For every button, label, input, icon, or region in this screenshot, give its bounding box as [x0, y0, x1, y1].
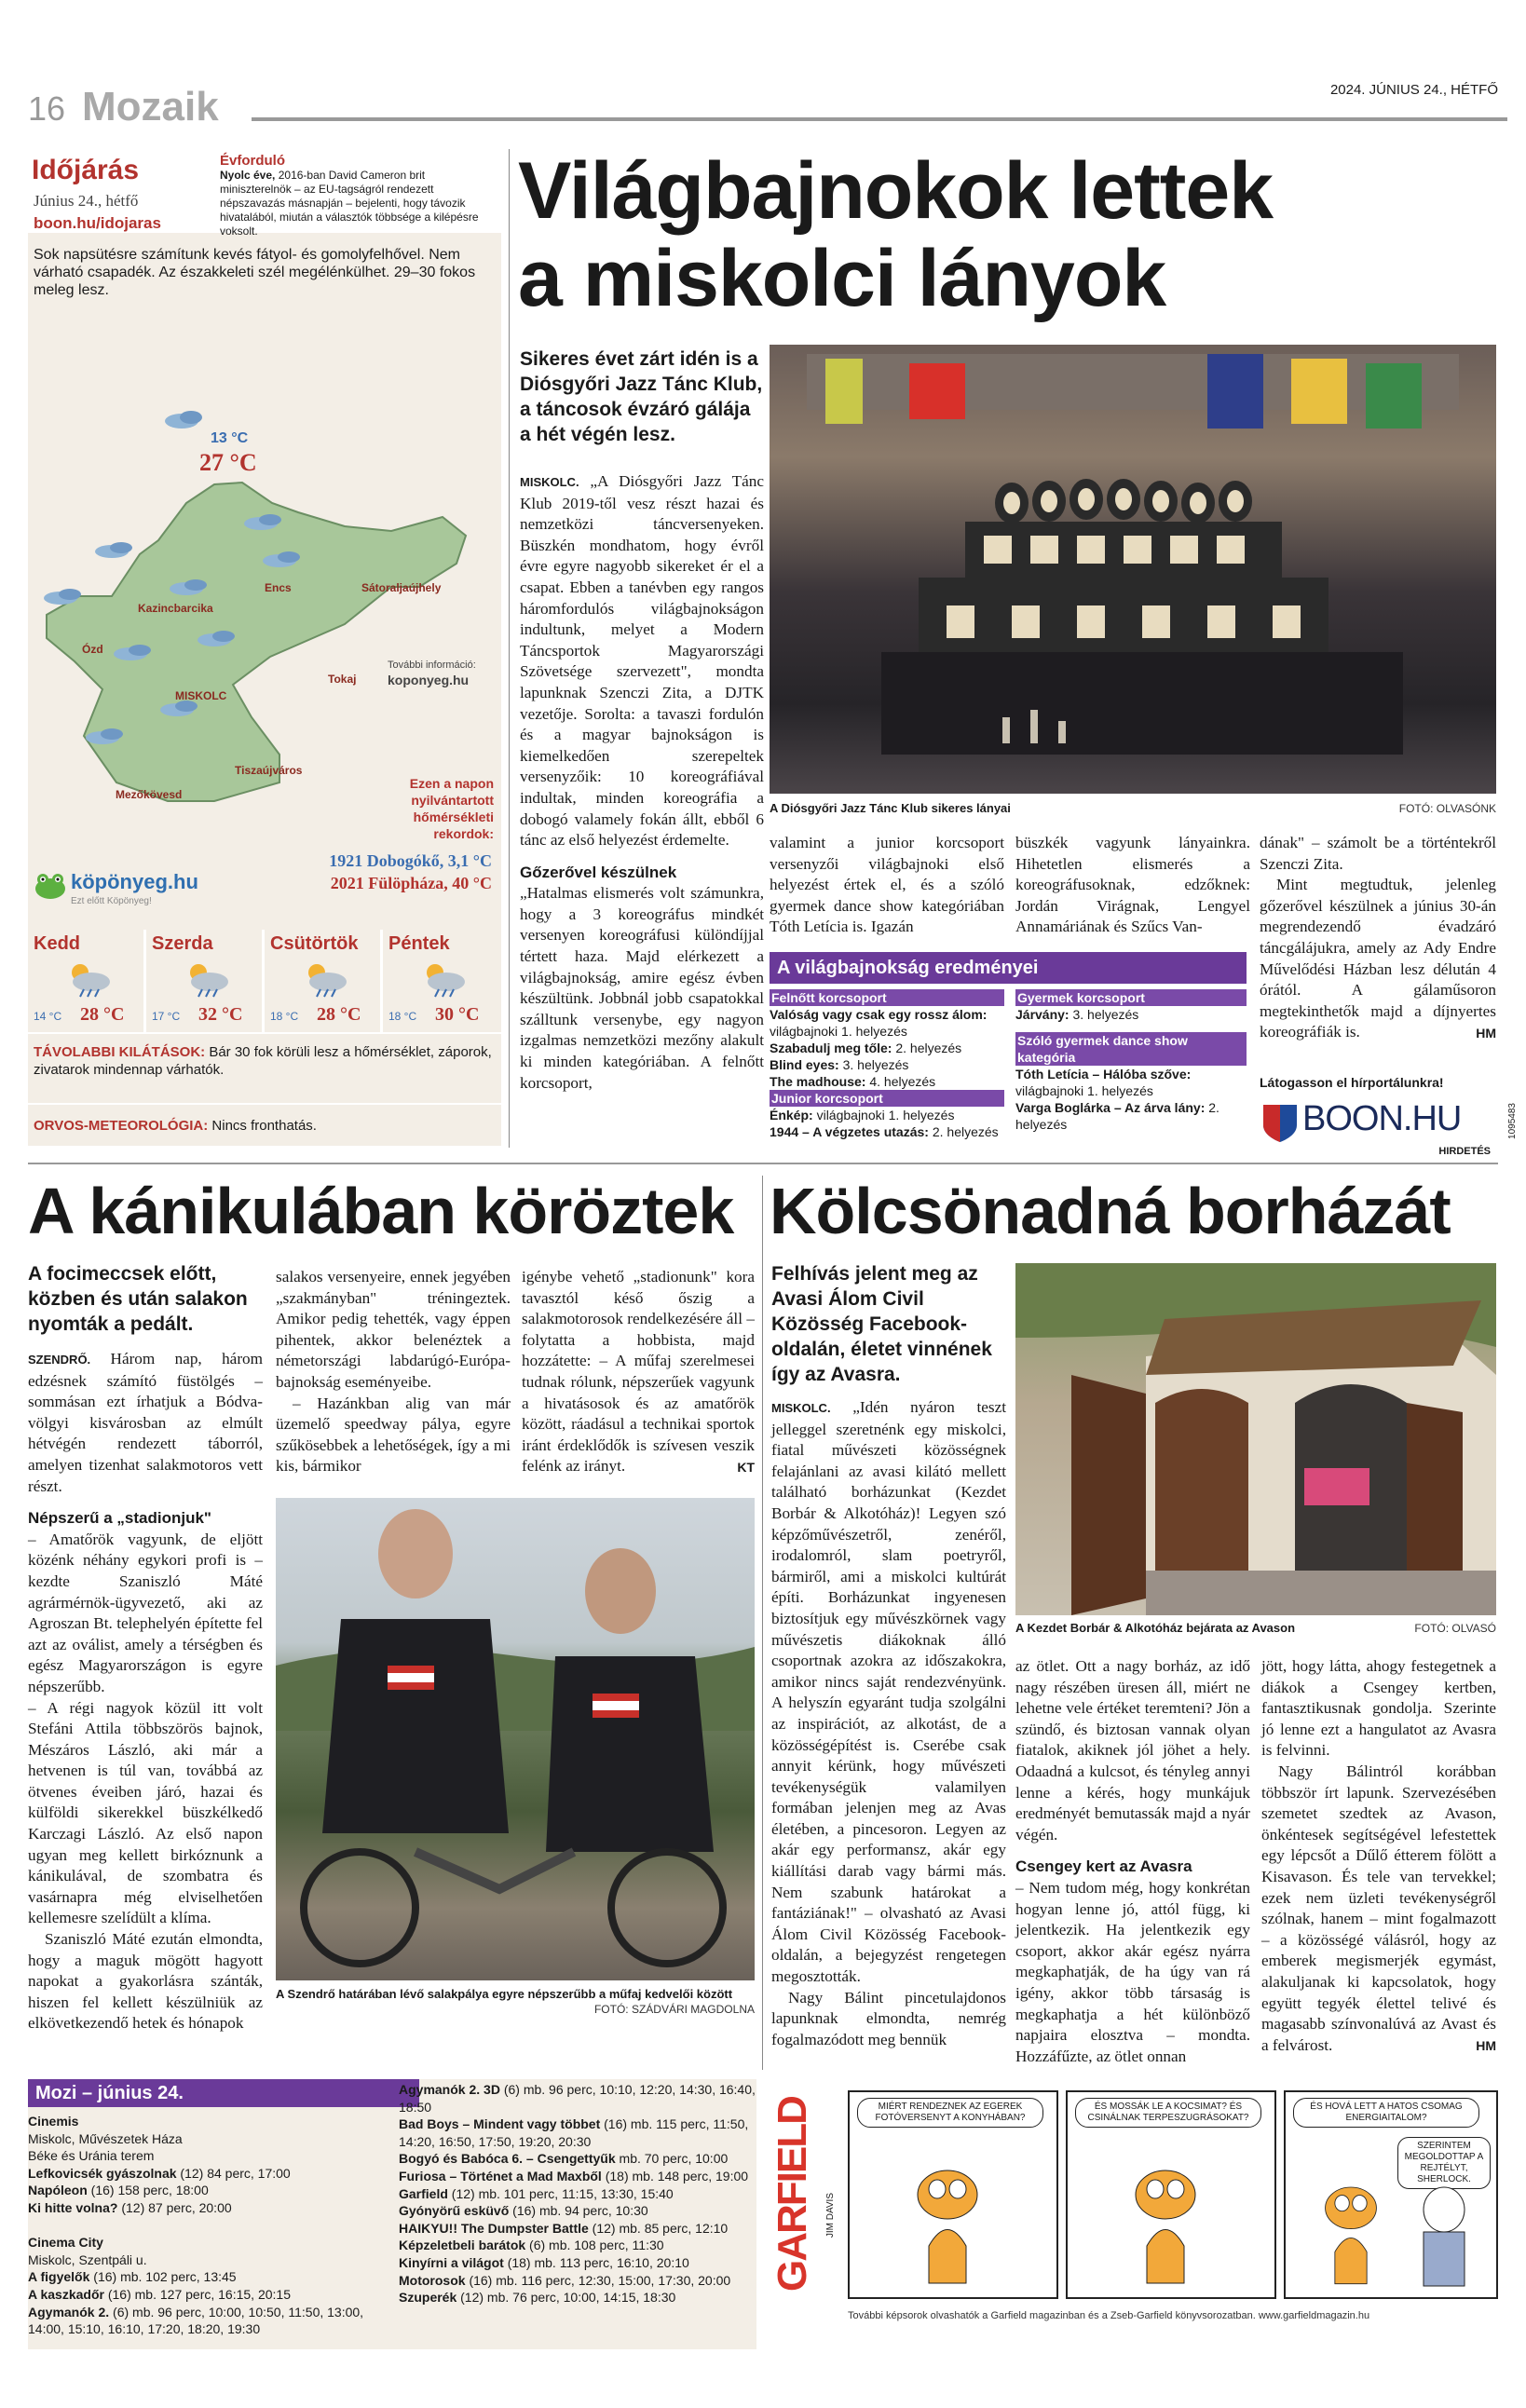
cinema-row: Béke és Uránia terem: [28, 2148, 155, 2164]
article1-headline: [518, 147, 1515, 322]
result-row: Járvány: 3. helyezés: [1015, 1007, 1139, 1022]
photo-credit: FOTÓ: OLVASÓ: [1414, 1622, 1496, 1635]
result-row: Tóth Letícia – Hálóba szőve: világbajnoki 1. helyezés: [1015, 1067, 1192, 1098]
medical-label: ORVOS-METEOROLÓGIA:: [34, 1118, 209, 1134]
more-info-site[interactable]: koponyeg.hu: [388, 673, 470, 687]
cinema-row: A kaszkadőr (16) mb. 127 perc, 16:15, 20:15: [28, 2286, 291, 2302]
photo-caption: A Kezdet Borbár & Alkotóház bejárata az Avason: [1015, 1621, 1296, 1635]
boon-shield-icon: [1261, 1103, 1299, 1144]
storm-cloud-icon: [184, 961, 230, 999]
weather-summary: Sok napsütésre számítunk kevés fátyol- és gomolyfelhővel. Nem várható csapadék. Az északkeleti szél megélénkülhet. 29–30 fokos meleg lesz.: [34, 247, 476, 298]
article-text: jött, hogy látta, ahogy festegetnek a diákok a Csengey kertben, fantasztikusnak gondolja. Szerinte jó lenne ezt a hangulatot az Avasra is felvinni.: [1261, 1657, 1496, 1760]
results-right: [1015, 989, 1247, 1133]
records-title: Ezen a napon nyilvántartott hőmérsékleti rekordok:: [409, 776, 494, 841]
garfield-cat-icon: [1314, 2176, 1388, 2288]
article-text: Nagy Bálintról korábban többször írt lapunk. Szervezésében szemetet szedtek az Avason, önkéntesek segítségével lefestettek egy lépcsőt a Dűlő étterem fölött a Kisavason. És tele van tervekkel; ezek nem üzleti tevékenységről szólnak, hanem – mint fogalmazott – a közösségé válásról, hogy az emberek megismerjék egymást, alakuljanak ki kapcsolatok, hogy együtt tegyék élettel telivé és magasabb színvonalúvá az Avast és a felvárost.: [1261, 1762, 1496, 2054]
photo-credit: FOTÓ: SZÁDVÁRI MAGDOLNA: [593, 2003, 755, 2016]
dance-team-photo: [770, 345, 1496, 794]
results-group: Szóló gyermek dance show kategória: [1015, 1032, 1247, 1066]
article-text: salakos versenyeire, ennek jegyében „szakmányban" tréningeztek. Amikor pedig tehették, vagy éppen pihentek, akkor belenéztek a németországi labdarúgó-Európa-bajnokság eseményeibe.: [276, 1268, 511, 1391]
section-title: Mozaik: [82, 84, 219, 129]
cinema-title: Mozi – június 24.: [28, 2079, 419, 2107]
logo-name: köpönyeg.hu: [71, 870, 198, 893]
record-low: 1921 Dobogókő, 3,1 °C: [329, 851, 492, 870]
city-label: Tokaj: [328, 673, 357, 686]
forecast-day-name: Csütörtök: [270, 933, 359, 954]
anniversary-lead: Nyolc éve,: [220, 169, 276, 182]
article2-col2: [276, 1267, 511, 1477]
cinema-row: Bogyó és Babóca 6. – Csengettyűk mb. 70 perc, 10:00: [399, 2151, 729, 2167]
cinema-row: [28, 2217, 386, 2235]
article-text: Szaniszló Máté ezután elmondta, hogy a maguk mögött hagyott napokat a gyakorlásra szánták, hiszen fel kellett készülniük az elkövetkezendő hetek és hónapok: [28, 1930, 263, 2033]
cinema-row: Ki hitte volna? (12) 87 perc, 20:00: [28, 2199, 232, 2215]
signature: HM: [1476, 1025, 1496, 1041]
result-row: Valóság vagy csak egy rossz álom: világbajnoki 1. helyezés: [770, 1007, 988, 1039]
cinema-row: Cinema City: [28, 2235, 103, 2251]
page-header: [20, 80, 1507, 127]
comic-panel: [1066, 2090, 1276, 2299]
boon-brand: BOON.HU: [1302, 1099, 1462, 1138]
forecast-day: [265, 930, 380, 1032]
cinema-row: Agymanók 2. 3D (6) mb. 96 perc, 10:10, 12:20, 14:30, 16:40, 18:50: [399, 2082, 756, 2115]
cinema-row: Szuperék (12) mb. 76 perc, 10:00, 14:15, 18:30: [399, 2290, 676, 2306]
article-text: az ötlet. Ott a nagy borház, az idő nagy részében üresen áll, miért ne lehetne vele értéket teremteni? Jön a szündő, és biztosan vannak olyan fiatalok, akiknek jól jöhet a hely. Odaadná a kulcsot, és tényleg annyi lenne a kérés, hogy munkájuk eredményét bemutassák majd a nyár végén.: [1015, 1657, 1250, 1843]
forecast-row: [28, 930, 501, 1034]
article-text: Három nap, három edzésnek számító füstölgés – sommásan ezt írhatjuk a Bódva-völgyi kisvárosban az elmúlt hétvégén rendezett táborról, amelyen tizenhat salakmotoros vett részt.: [28, 1350, 263, 1495]
result-row: Blind eyes: 3. helyezés: [770, 1057, 909, 1072]
subheading: Népszerű a „stadionjuk": [28, 1509, 211, 1528]
county-shape: [47, 483, 466, 801]
article-text: „A Diósgyőri Jazz Tánc Klub 2019-től vesz részt hazai és nemzetközi táncversenyeken. Büszkén mondhatom, hogy évről évre egyre nagyobb sikereket ér el a csapat. Ebben a tanévben egy rangos háromfordulós világbajnokságon indultunk, melyet a Modern Táncsportok Magyarországi Szövetsége szervezett", mondta lapunknak Szenczi Zita, a DJTK vezetője. Sorolta: a tavaszi fordulón és a magyar bajnokságon is kiemelkedően szerepeltek versenyzőik: 10 koreográfiával indultak, minden koreográfia a dobogó valamely fokán állt, ebből 6 tánc az első helyezést érdemelte.: [520, 472, 764, 850]
results-left: [770, 989, 1004, 1140]
cinema-row: Lefkovicsék gyászolnak (12) 84 perc, 17:00: [28, 2165, 291, 2181]
article1-col2: [770, 833, 1004, 938]
cinema-row: Miskolc, Művészetek Háza: [28, 2130, 183, 2146]
article3-lead: Felhívás jelent meg az Avasi Álom Civil Közösség Facebook-oldalán, életet vinnének így az Avasra.: [771, 1263, 992, 1385]
anniversary-title: Évforduló: [220, 153, 285, 169]
boon-ad[interactable]: [1260, 1075, 1518, 1159]
cinema-row: Cinemis: [28, 2114, 79, 2129]
speech-bubble: ÉS MOSSÁK LE A KOCSIMAT? ÉS CSINÁLNAK TERPESZUGRÁSOKAT?: [1075, 2098, 1261, 2128]
outlook-text: Bár 30 fok körüli lesz a hőmérséklet, záporok, zivatarok mindennap várhatók.: [34, 1044, 492, 1078]
city-label: Sátoraljaújhely: [361, 581, 442, 594]
article1-col3: [1015, 833, 1250, 938]
location: SZENDRŐ.: [28, 1353, 91, 1367]
garfield-logo: GARFIELD: [770, 2090, 822, 2299]
section-divider: [28, 1163, 1498, 1164]
city-label: Kazincbarcika: [138, 602, 213, 615]
cinema-row: Agymanók 2. (6) mb. 96 perc, 10:00, 10:50, 11:50, 13:00, 14:00, 15:10, 16:10, 17:20, 18:20, 19:30: [28, 2304, 364, 2337]
article-text: valamint a junior korcsoport versenyzői világbajnoki első helyezést értek el, és a szóló gyermek dance show kategóriában Tóth Letícia is. Igazán: [770, 834, 1004, 936]
garfield-author: JIM DAVIS: [825, 2193, 836, 2238]
result-row: The madhouse: 4. helyezés: [770, 1074, 936, 1089]
photo-credit: FOTÓ: OLVASÓNK: [1398, 802, 1496, 815]
column-divider: [509, 149, 510, 1148]
signature: KT: [737, 1459, 755, 1475]
cloud-icon: [95, 542, 132, 558]
cinema-row: Garfield (12) mb. 101 perc, 11:15, 13:30, 15:40: [399, 2185, 674, 2201]
garfield-cat-icon: [906, 2157, 989, 2288]
forecast-day: [146, 930, 262, 1032]
location: MISKOLC.: [771, 1401, 831, 1415]
result-row: 1944 – A végzetes utazás: 2. helyezés: [770, 1124, 999, 1139]
article-text: büszkék vagyunk lányainkra. Hihetetlen elismerés a koreográfusoknak, edzőknek: Jordán Virágnak, Lengyel Annamáriának és Szűcs Van-: [1015, 834, 1250, 936]
speech-bubble: ÉS HOVÁ LETT A HATOS CSOMAG ENERGIAITALOM?: [1293, 2098, 1479, 2128]
cinema-box: [28, 2079, 756, 2349]
garfield-footer: További képsorok olvashatók a Garfield magazinban és a Zseb-Garfield könyvsorozatban. www.garfieldmagazin.hu: [848, 2310, 1370, 2321]
anniversary-text: 2016-ban David Cameron brit miniszterelnök – az EU-tagságról rendezett népszavazás másnapján – bejelenti, hogy távozik hivatalából, miután a választók többsége a kilépésre voksolt.: [220, 169, 479, 238]
more-info-label: További információ:: [388, 660, 476, 671]
article3-col2: [1015, 1656, 1250, 2067]
article2-lead: A focimeccsek előtt, közben és után salakon nyomták a pedált.: [28, 1263, 248, 1335]
temp-min: 13 °C: [211, 430, 249, 446]
article-text: – Hazánkban alig van már üzemelő speedway pálya, egyre szűkösebbek a lehetőségek, így a mi kis, bármikor: [276, 1394, 511, 1476]
frog-icon: [34, 872, 67, 900]
record-high: 2021 Fülöpháza, 40 °C: [330, 874, 492, 892]
city-label: Ózd: [82, 643, 103, 656]
koponyeg-logo: [34, 870, 211, 911]
speedway-photo: [276, 1498, 755, 1980]
headline-line: Világbajnokok lettek: [518, 146, 1274, 236]
forecast-day: [383, 930, 501, 1032]
temp-max: 27 °C: [199, 449, 257, 476]
boon-ad-label: HIRDETÉS: [1438, 1146, 1491, 1157]
article-text: dának" – számolt be a történtekről Szenczi Zita.: [1260, 834, 1496, 873]
weather-link[interactable]: boon.hu/idojaras: [34, 214, 161, 232]
results-title: A világbajnokság eredményei: [770, 952, 1247, 984]
location: MISKOLC.: [520, 475, 579, 489]
article1-col4: [1260, 833, 1496, 1044]
cinema-row: Furiosa – Történet a Mad Maxből (18) mb. 148 perc, 19:00: [399, 2168, 749, 2184]
storm-cloud-icon: [302, 961, 348, 999]
comic-panel: [848, 2090, 1058, 2299]
article3-col1: [771, 1397, 1006, 2050]
weather-title: Időjárás: [32, 155, 140, 185]
storm-cloud-icon: [420, 961, 467, 999]
article3-headline: Kölcsönadná borházát: [770, 1175, 1451, 1247]
results-box: [770, 952, 1247, 1148]
garfield-cat-icon: [1124, 2157, 1207, 2288]
forecast-min: 14 °C: [34, 1010, 62, 1023]
boon-ad-code: 1095483: [1507, 1103, 1518, 1139]
results-group: Felnőtt korcsoport: [770, 989, 1004, 1006]
cinema-row: HAIKYU!! The Dumpster Battle (12) mb. 85 perc, 12:10: [399, 2220, 729, 2236]
forecast-max: 28 °C: [80, 1004, 125, 1025]
header-date: 2024. JÚNIUS 24., HÉTFŐ: [1329, 82, 1498, 98]
forecast-day-name: Péntek: [388, 933, 450, 954]
result-row: Énkép: világbajnoki 1. helyezés: [770, 1108, 955, 1122]
article-text: Nagy Bálint pincetulajdonos lapunknak elmondta, nemrég fogalmazódott meg bennük: [771, 1988, 1006, 2048]
jon-figure-icon: [1407, 2185, 1481, 2288]
article-text: – A régi nagyok közül itt volt Stefáni Attila többszörös bajnok, Mészáros László, aki már a hetvenen is túl van, továbbá az ötvenes éveiben járó, hazai és külföldi sikerekkel büszkélkedő Karczagi László. Az első napon ugyan meg kellett birkóznunk a kánikulával, de szombatra és vasárnapra még elviselhetően kellemesre szelídült a klíma.: [28, 1698, 263, 1927]
anniversary-box: [220, 153, 499, 238]
result-row: Szabadulj meg tőle: 2. helyezés: [770, 1041, 962, 1055]
subheading: Gőzerővel készülnek: [520, 863, 677, 881]
article2-col1: [28, 1349, 263, 2034]
boon-ad-text: Látogasson el hírportálunkra!: [1260, 1075, 1444, 1090]
signature: HM: [1476, 2038, 1496, 2054]
outlook-label: TÁVOLABBI KILÁTÁSOK:: [34, 1044, 206, 1060]
cloud-icon-min: [165, 411, 202, 429]
city-label: Tiszaújváros: [235, 764, 303, 777]
cinema-row: Bad Boys – Mindent vagy többet (16) mb. 115 perc, 11:50, 14:20, 16:50, 17:50, 19:20, 20:30: [399, 2116, 749, 2149]
forecast-min: 18 °C: [270, 1010, 299, 1023]
article-text: igénybe vehető „stadionunk" kora tavasztól késő őszig a salakmotorosok rendelkezésére áll – folytatta a hobbista, majd hozzátette: – A műfaj szerelmesei tudnak rólunk, népszerűek vagyunk a hivatásosok és az amatőrök között, ráadásul a technikai sportok iránt érdeklődők is szívesen veszik felénk az irányt.: [522, 1268, 755, 1476]
column-divider: [762, 1176, 763, 2070]
forecast-day: [28, 930, 143, 1032]
photo-caption: A Diósgyőri Jazz Tánc Klub sikeres lányai: [770, 801, 1011, 815]
article-text: Mint megtudtuk, jelenleg gőzerővel készülnek a június 30-án megrendezendő évadzáró táncgálájukra, amely az Ady Endre Művelődési Házban lesz délután 4 órától. A gálaműsoron megtekinthetők majd a díjnyertes koreográfiák is.: [1260, 876, 1496, 1041]
city-label: Encs: [265, 581, 292, 594]
photo-caption: A Szendrő határában lévő salakpálya egyre népszerűbb a műfaj kedvelői között: [276, 1987, 733, 2001]
medical: [34, 1118, 317, 1134]
forecast-max: 32 °C: [198, 1004, 243, 1025]
article2-col3: [522, 1267, 755, 1478]
forecast-max: 30 °C: [435, 1004, 480, 1025]
storm-cloud-icon: [65, 961, 112, 999]
city-label: Mezőkövesd: [116, 788, 183, 801]
results-group: Junior korcsoport: [770, 1090, 1004, 1107]
results-group: Gyermek korcsoport: [1015, 989, 1247, 1006]
forecast-day-name: Szerda: [152, 933, 213, 954]
article-text: „Hatalmas elismerés volt számunkra, hogy a 3 koreográfus mindkét versenyen koreográfusi különdíjjal tértett haza. Majd elérkezett a világbajnokság, amire egész évben készültünk. Jobbnál jobb csapatokkal szálltunk versenybe, egy nagyon izgalmas nemzetközi mezőny alakult ki minden kategóriában. A felnőtt korcsoport,: [520, 884, 764, 1092]
weather-date: Június 24., hétfő: [34, 192, 139, 210]
page-number: 16: [28, 89, 66, 128]
outlook: [34, 1043, 496, 1079]
header-rule: [252, 117, 1507, 121]
outlook-rule: [28, 1103, 501, 1105]
medical-text: Nincs fronthatás.: [211, 1118, 317, 1134]
speech-bubble: MIÉRT RENDEZNEK AZ EGEREK FOTÓVERSENYT A KONYHÁBAN?: [857, 2098, 1043, 2128]
article3-col3: [1261, 1656, 1496, 2057]
cinema-row: A figyelők (16) mb. 102 perc, 13:45: [28, 2269, 237, 2285]
cinema-row: Miskolc, Szentpáli u.: [28, 2252, 147, 2267]
logo-slogan: Ezt előtt Köpönyeg!: [71, 896, 152, 906]
cinema-row: Képzeletbeli barátok (6) mb. 108 perc, 11:30: [399, 2238, 664, 2253]
borhaz-photo: [1015, 1263, 1496, 1615]
speech-bubble: SZERINTEM MEGOLDOTTAP A REJTÉLYT, SHERLOCK.: [1397, 2137, 1491, 2189]
article-text: „Idén nyáron teszt jelleggel szeretnénk egy miskolci, fiatal művészeti közösségnek felajánlani az avasi kilátó mellett található borházunkat (Kezdet Borbár & Alkotóház)! Legyen szó képzőművészetről, zenéről, irodalomról, slam poetryről, bármiről, ami a miskolci kultúrát építi. Borházunkat ingyenesen biztosítjuk egy művészkörnek vagy művészetis diákoknak álló csoportnak azokra az időszakokra, amikor nincs saját rendezvényünk. A helyszín egyaránt tudja szolgálni az inspirációt, az alkotást, de a közösségépítést is. Cserébe csak annyit kérünk, hogy művészeti tevékenységük valamilyen formában jelenjen meg az Avas életében, a pincesoron. Legyen az akár egy performansz, akár egy kiállítási darab vagy bármi más. Nem szabunk határokat a fantáziának!" – olvasható az Avasi Álom Civil Közösség Facebook-oldalán, a bejegyzést rengetegen megosztották.: [771, 1398, 1006, 1986]
forecast-day-name: Kedd: [34, 933, 80, 954]
cinema-row: Kinyírni a világot (18) mb. 113 perc, 16:10, 20:10: [399, 2254, 689, 2270]
forecast-min: 18 °C: [388, 1010, 417, 1023]
forecast-min: 17 °C: [152, 1010, 181, 1023]
forecast-max: 28 °C: [317, 1004, 361, 1025]
comic-panel: [1284, 2090, 1498, 2299]
cinema-row: Napóleon (16) 158 perc, 18:00: [28, 2183, 209, 2198]
cinema-col2: [399, 2081, 756, 2306]
article-text: – Nem tudom még, hogy konkrétan hogyan lenne jó, attól függ, ki jelentkezik. Ha jelentkezik egy csoport, akkor akár egész nyárra megkaphatják, de ha úgy van rá igény, akkor több társaság is megkaphatja a hét különböző napjaira elosztva – mondta. Hozzáfűzte, az ötlet onnan: [1015, 1878, 1250, 2065]
cinema-row: Gyónyörű esküvő (16) mb. 94 perc, 10:30: [399, 2203, 648, 2219]
weather-panel: [28, 149, 501, 1146]
headline-line: a miskolci lányok: [518, 234, 1166, 323]
article1-col1: [520, 471, 764, 1094]
article-text: – Amatőrök vagyunk, de eljött közénk néhány egykori profi is – kezdte Szaniszló Máté agrármérnök-ügyvezető, aki az Agroszan Bt. telephelyén építette fel azt az oválist, amely a térségben és egész Magyarországon is egyre népszerűbb.: [28, 1530, 263, 1695]
city-label: MISKOLC: [175, 689, 227, 702]
result-row: Varga Boglárka – Az árva lány: 2. helyezés: [1015, 1100, 1219, 1132]
cinema-row: Motorosok (16) mb. 116 perc, 12:30, 15:00, 17:30, 20:00: [399, 2272, 731, 2288]
subheading: Csengey kert az Avasra: [1015, 1857, 1192, 1876]
cinema-col1: [28, 2113, 386, 2338]
article2-headline: A kánikulában köröztek: [28, 1175, 734, 1247]
garfield-strip: [770, 2090, 1498, 2342]
article1-lead: Sikeres évet zárt idén is a Diósgyőri Jazz Tánc Klub, a táncosok évzáró gálája a hét végén lesz.: [520, 348, 763, 445]
